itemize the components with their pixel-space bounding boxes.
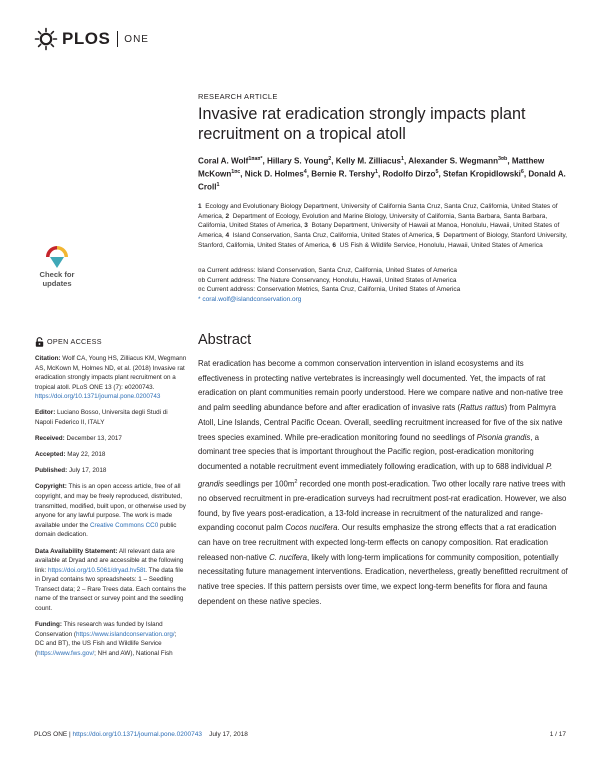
plos-sunburst-icon	[34, 27, 58, 51]
species-name: C. nucifera	[269, 552, 308, 562]
abstract-segment: 2	[294, 478, 298, 485]
logo-journal-name: ONE	[124, 33, 149, 45]
funding-block: Funding: This research was funded by Island Conservation (https://www.islandconservation.org/; DC and BT), the US Fish and Wildlife Service (https://www.fws.gov/; NH and AW), National Fish	[35, 621, 177, 657]
affiliation-text: Department of Ecology, Evolution and Marine Biology, University of California, Santa Barbara, Santa Barbara, California, United States of America,	[198, 212, 548, 230]
check-for-updates-badge[interactable]	[35, 244, 79, 296]
author-name: Kelly M. Zilliacus	[335, 156, 402, 166]
corresponding-email-link[interactable]: * coral.wolf@islandconservation.org	[198, 296, 302, 304]
species-name: Rattus rattus	[460, 403, 505, 413]
affiliation-text: Ecology and Evolutionary Biology Department, University of California Santa Cruz, Santa Cruz, California, United States of America,	[198, 203, 558, 220]
species-name: Cocos nucifera	[285, 523, 338, 533]
author-name: Donald A. Croll	[198, 169, 566, 192]
copyright-block: Copyright: This is an open access article, free of all copyright, and may be freely reproduced, distributed, transmitted, modified, built upon, or otherwise used by anyone for any lawful purpose. The work is made available under the Creative Commons CC0 public domain dedication.	[35, 483, 186, 539]
author-affiliation-marker: 1	[401, 156, 405, 162]
editor-block: Editor: Luciano Bosso, Universita degli Studi di Napoli Federico II, ITALY	[35, 409, 168, 427]
abstract-text	[198, 357, 570, 610]
abstract-heading: Abstract	[198, 332, 252, 348]
abstract-segment: . Our results emphasize the strong effects that a rat eradication can have on tree recruitment with expected long-term effects on canopy composition. Rat eradication released non-native	[198, 523, 557, 562]
logo-wordmark: PLOS	[62, 29, 111, 48]
affiliations	[198, 202, 570, 251]
affiliation-number: 1	[198, 203, 202, 210]
affiliation-number: 2	[225, 212, 230, 220]
received-block: Received: December 13, 2017	[35, 435, 122, 443]
current-address: ¤b Current address: The Nature Conservancy, Honolulu, Hawaii, United States of America	[198, 276, 457, 284]
footer-citation: PLOS ONE | https://doi.org/10.1371/journal.pone.0200743 July 17, 2018	[34, 731, 248, 738]
author-name: Matthew McKown	[198, 156, 545, 179]
author-affiliation-marker: 1	[374, 168, 378, 175]
author-affiliation-marker: 6	[520, 168, 524, 175]
crossmark-icon	[35, 244, 79, 270]
affiliation-number: 6	[332, 241, 337, 249]
footer-doi-link[interactable]: https://doi.org/10.1371/journal.pone.0200743	[72, 731, 202, 738]
abstract-segment: Rat eradication has become a common conservation intervention in island ecosystems and its effectiveness in protecting native vertebrates is increasingly well documented. Yet, the impacts of rat eradication on plant communities remain poorly understood. Here we compare native and non-native tree and palm seedling abundance before and after eradication of invasive rats (	[198, 359, 563, 413]
accepted-block: Accepted: May 22, 2018	[35, 451, 106, 459]
open-access-label: OPEN ACCESS	[35, 337, 187, 347]
citation-block: Citation: Wolf CA, Young HS, Zilliacus KM, Wegmann AS, McKown M, Holmes ND, et al. (2018) Invasive rat eradication strongly impacts plant recruitment on a tropical atoll. PLoS ONE 13 (7): e0200743. https://doi.org/10.1371/journal.pone.0200743	[35, 355, 187, 401]
author-name: Nick D. Holmes	[244, 169, 304, 179]
page-number: 1 / 17	[549, 731, 566, 738]
citation-doi-link[interactable]: https://doi.org/10.1371/journal.pone.0200743	[35, 393, 161, 401]
island-conservation-link[interactable]: https://www.islandconservation.org/	[75, 630, 175, 638]
author-name: Bernie R. Tershy	[311, 169, 375, 179]
author-affiliation-marker: 5	[435, 168, 439, 175]
affiliation-text: US Fish & Wildlife Service, Honolulu, Hawaii, United States of America	[339, 241, 543, 249]
abstract-segment: , a dominant tree species that is important throughout the Pacific region, post-eradication monitoring documented a notable recruitment event immediately following eradication, with up to 688 individual	[198, 432, 546, 471]
author-affiliation-marker: 1¤c	[231, 168, 241, 175]
open-lock-icon	[35, 337, 44, 347]
author-name: Hillary S. Young	[266, 156, 329, 166]
author-affiliation-marker: 1¤a¤*	[248, 156, 263, 162]
current-address: ¤a Current address: Island Conservation, Santa Cruz, California, United States of America	[198, 267, 458, 274]
author-affiliation-marker: 3¤b	[498, 156, 508, 162]
article-title: Invasive rat eradication strongly impacts plant recruitment on a tropical atoll	[198, 105, 526, 143]
affiliation-text: Department of Biology, Stanford University, Stanford, California, United States of America,	[198, 232, 568, 249]
author-name: Stefan Kropidlowski	[443, 169, 521, 179]
author-name: Alexander S. Wegmann	[408, 156, 499, 166]
affiliation-text: Island Conservation, Santa Cruz, California, United States of America,	[232, 232, 435, 240]
left-metadata-column	[35, 337, 187, 665]
author-affiliation-marker: 2	[328, 156, 332, 162]
affiliation-number: 3	[304, 222, 308, 230]
creative-commons-link[interactable]: Creative Commons CC0	[89, 521, 159, 529]
current-address: ¤c Current address: Conservation Metrics, Santa Cruz, California, United States of America	[198, 286, 461, 294]
species-name: P. grandis	[198, 461, 553, 489]
author-name: Rodolfo Dirzo	[382, 169, 436, 179]
affiliation-text: Botany Department, University of Hawaii at Manoa, Honolulu, Hawaii, United States of America,	[198, 222, 560, 240]
abstract-segment: ) from Palmyra Atoll, Line Islands, Central Pacific Ocean. Overall, seedling recruitment increased for five of the six native trees species examined. While pre-eradication monitoring found no seedlings of	[198, 403, 563, 442]
species-name: Pisonia grandis	[476, 432, 531, 442]
author-name: Coral A. Wolf	[198, 156, 249, 166]
abstract-segment: seedlings per 100m	[223, 479, 295, 489]
author-affiliation-marker: 4	[303, 168, 307, 175]
logo-divider	[117, 31, 118, 47]
affiliation-number: 5	[436, 232, 440, 240]
plos-one-logo	[34, 26, 149, 52]
published-block: Published: July 17, 2018	[35, 467, 107, 475]
page-footer	[34, 731, 566, 741]
fws-link[interactable]: https://www.fws.gov/	[37, 649, 95, 657]
check-for-updates-label: Check for updates	[39, 270, 75, 288]
current-addresses	[198, 266, 570, 305]
author-affiliation-marker: 1	[216, 181, 220, 188]
data-availability-block: Data Availability Statement: All relevant data are available at Dryad and are accessible at the following link: https://doi.org/10.5061/dryad.hv58t. The data file in Dryad contains two spreadsheets: 1 – Seedling Transect data; 2 – Rare Trees data. Each contains the name of the transect or survey point and the seedling count.	[35, 547, 186, 613]
abstract-segment: , likely with long-term implications for community composition, potentially necessitating future management interventions. Eradication, nevertheless, greatly benefitted recruitment of native tree species. If this pattern persists over time, we expect long-term benefits for flora and fauna dependent on these native species.	[198, 552, 568, 606]
article-type: RESEARCH ARTICLE	[198, 92, 278, 101]
affiliation-number: 4	[225, 232, 230, 240]
author-list: Coral A. Wolf$^{1¤a¤*}$, Hillary S. Young$^2$, Kelly M. Zilliacus$^1$, Alexander S. Wegmann$^{3¤b}$, Matthew McKown$^{1¤c}$, Nick D. Holmes$^4$, Bernie R. Tershy$^1$, Rodolfo Dirzo$^5$, Stefan Kropidlowski$^6$, Donald A. Croll$^1$	[198, 156, 566, 192]
abstract-segment: recorded one month post-eradication. Two other locally rare native trees with no observed recruitment in pre-eradication surveys had recruitment post-rat eradication. However, we also found, by five years post-eradication, a 13-fold increase in recruitment of the naturalized and range-expanding coconut palm	[198, 479, 567, 533]
dryad-data-link[interactable]: https://doi.org/10.5061/dryad.hv58t	[47, 566, 146, 574]
